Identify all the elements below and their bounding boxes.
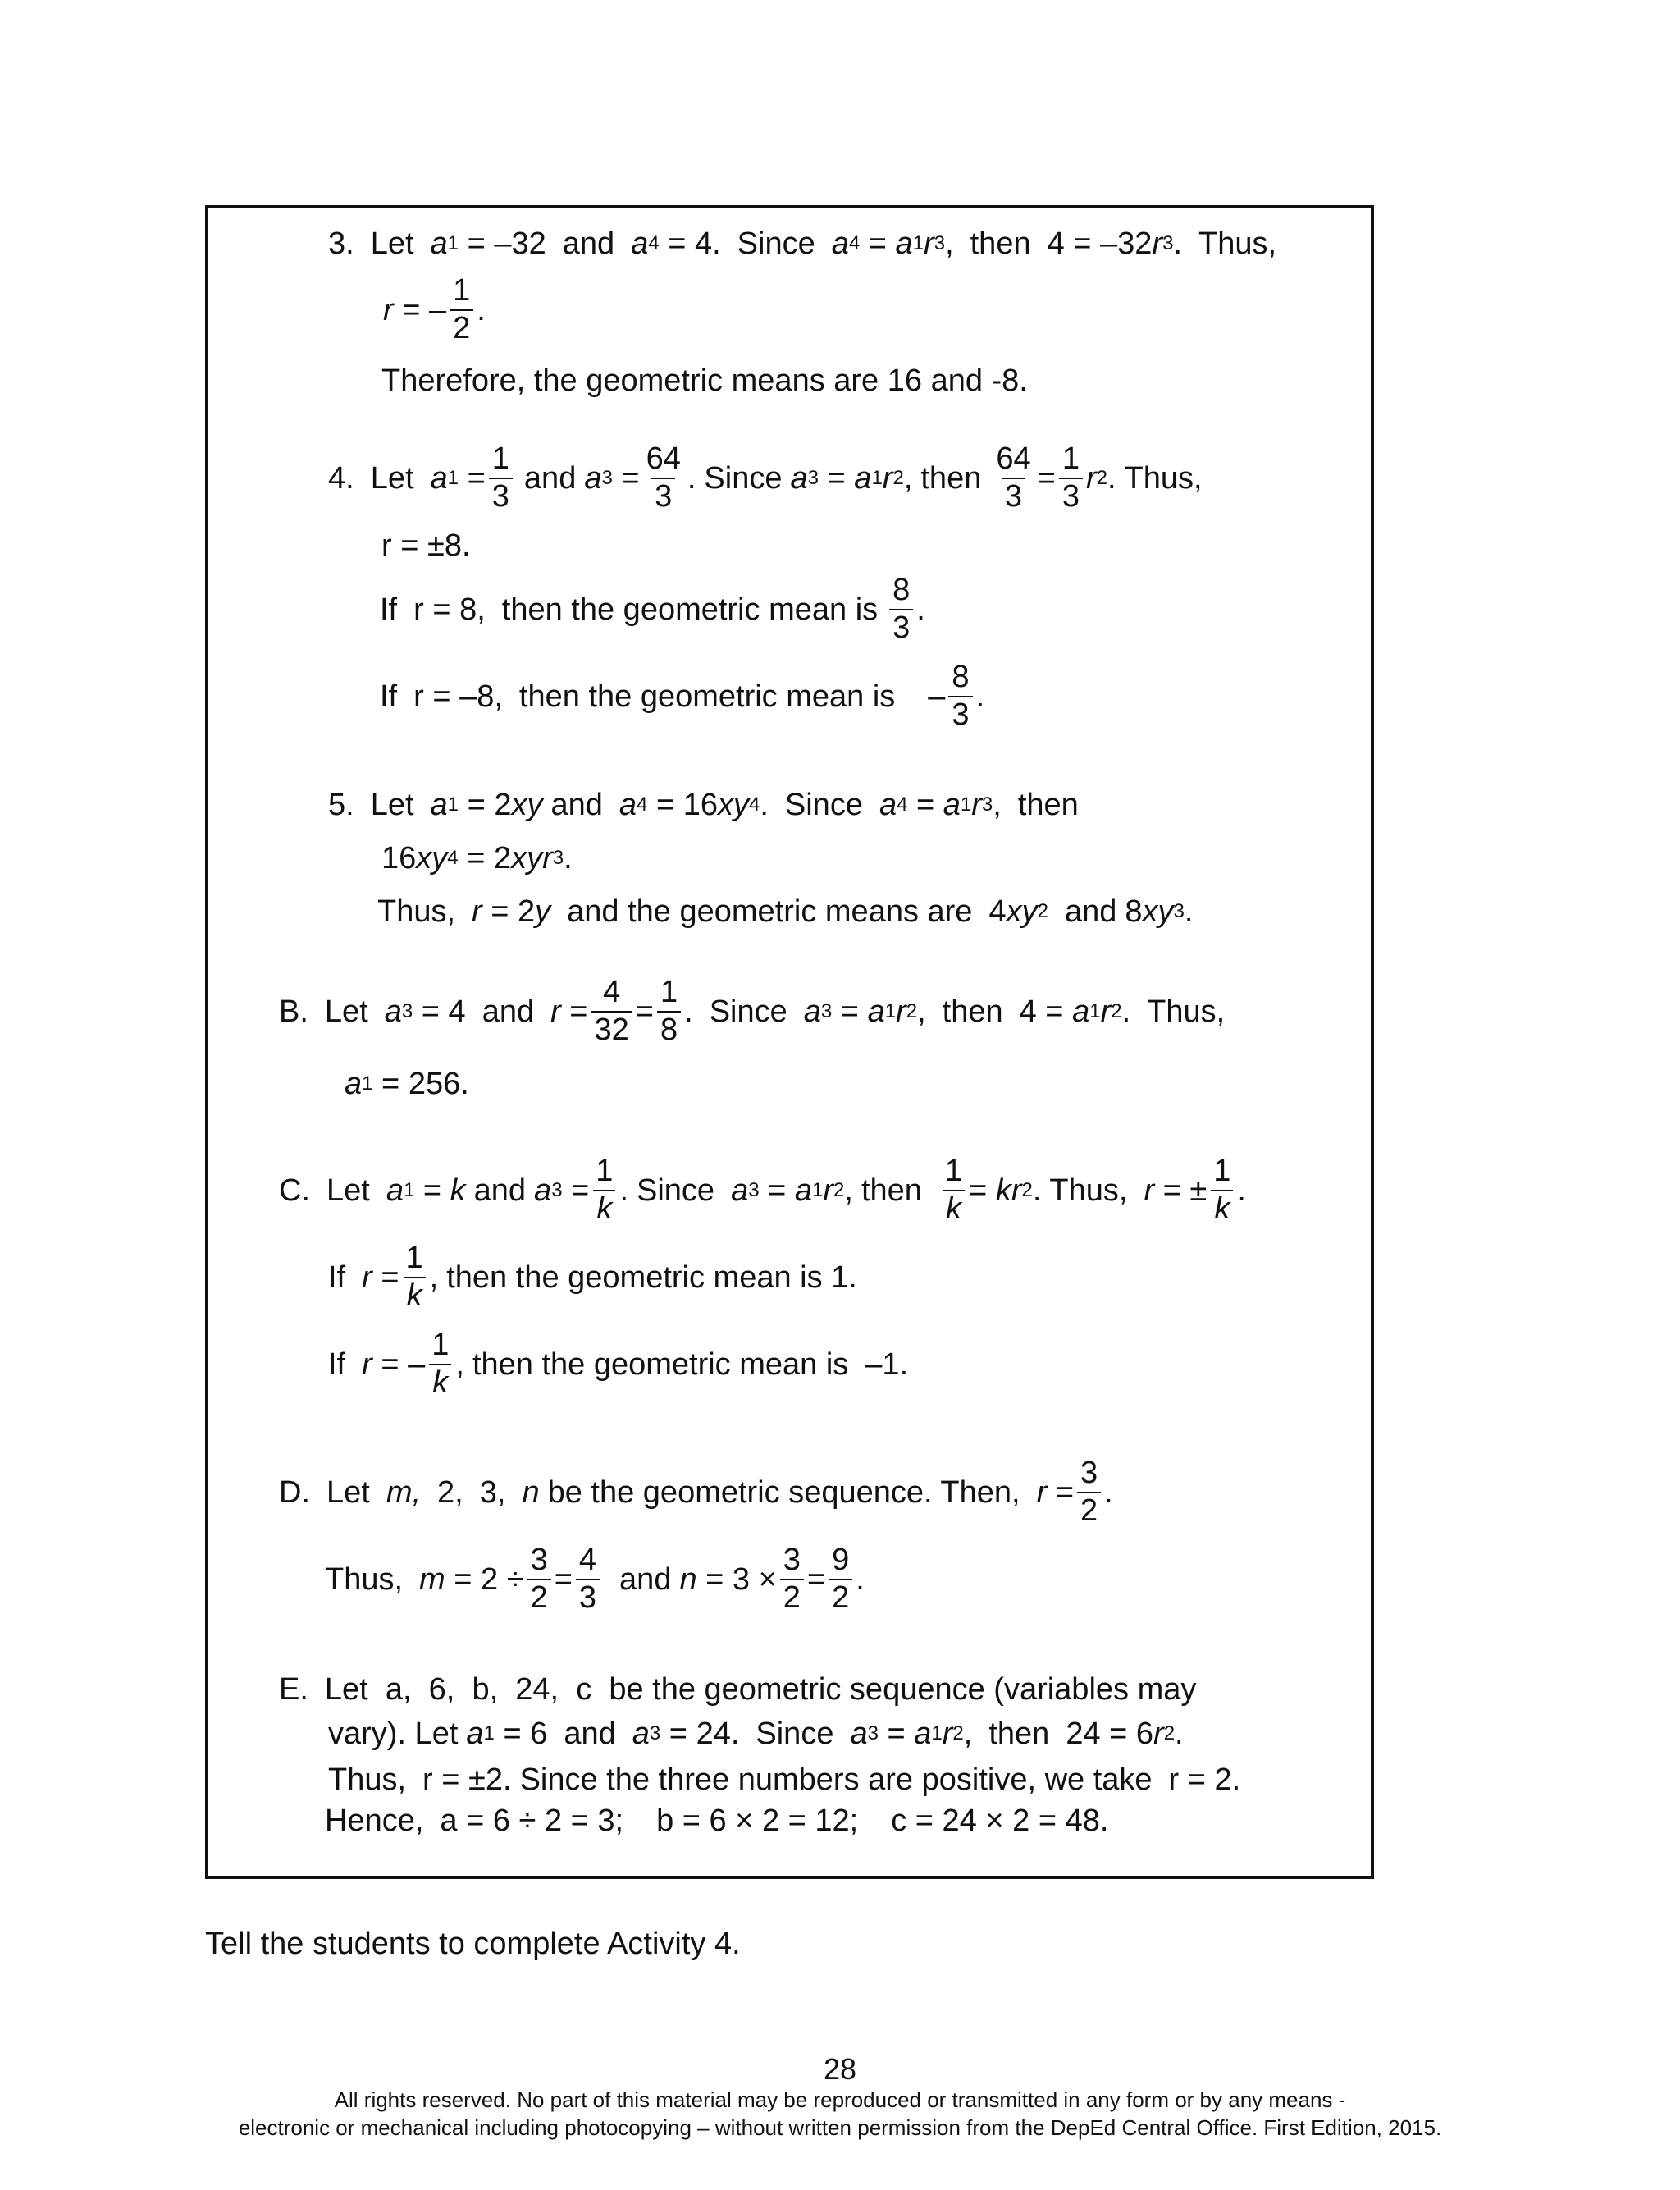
equation: a 1 = –32 — [430, 226, 546, 261]
page-number: 28 — [823, 2052, 857, 2086]
item-4-line-1: 4. Let a 1 = $\frac{1}{3}$ and a 3 = $\frac{64}{3}$ . Since a 3 = a 1 r 2 , then $\frac{64}{3}$ = $\frac{1}{3}$ r 2 . Thus, — [328, 441, 1203, 514]
item-number: 3. — [328, 226, 354, 261]
equation: 4 = –32 r 3 . — [1047, 226, 1183, 261]
fraction: $\frac{1}{2}$ — [450, 275, 473, 345]
equation: r = $\frac{1}{k}$ , — [362, 1241, 439, 1313]
part-b-line-1: B. Let a 3 = 4 and r = $\frac{4}{32}$ = $\frac{1}{8}$ . Since a 3 = a 1 r 2 , then 4 = a 1 r 2 . Thus, — [279, 975, 1226, 1047]
equation: r = $\frac{4}{32}$ = $\frac{1}{8}$ . — [550, 975, 693, 1047]
equation: r = $\frac{3}{2}$ . — [1036, 1456, 1113, 1528]
part-e-line-1: E. Let a, 6, b, 24, c be the geometric sequence (variables may — [279, 1672, 1197, 1707]
equation: a 4 = 4 . — [631, 226, 721, 261]
instruction-text: Tell the students to complete Activity 4. — [205, 1927, 741, 1961]
part-e-line-2: vary). Let a 1 = 6 and a 3 = 24. Since a 3 = a 1 r 2 , then 24 = 6 r 2 . — [328, 1717, 1184, 1751]
equation: a 1 = 6 — [466, 1717, 548, 1751]
equation: a 4 = 16 xy 4 . — [619, 788, 769, 822]
item-5-line-2 — [381, 843, 573, 874]
equation: a 1 = 256. — [345, 1067, 469, 1101]
equation: m = 2 ÷ $\frac{3}{2}$ = $\frac{4}{3}$ — [419, 1544, 603, 1615]
equation: 4 xy 2 — [988, 894, 1048, 929]
item-4-case-1: If r = 8, then the geometric mean is $\frac{8}{3}$ . — [380, 573, 925, 645]
equation: a 4 = a 1 r 3 , — [879, 788, 1002, 822]
equation: 4 = a 1 r 2 . — [1019, 994, 1131, 1029]
copyright-line-2: electronic or mechanical including photocopying – without written permission from the DepEd Central Office. First Edition, 2015. — [238, 2115, 1442, 2140]
equation: 16 xy 4 = 2 xyr 3 . — [381, 841, 573, 876]
equation: a 1 = $\frac{1}{3}$ — [431, 443, 516, 514]
equation: n = 3 × $\frac{3}{2}$ = $\frac{9}{2}$ . — [679, 1543, 865, 1615]
equation: a 3 = 4 — [384, 994, 466, 1029]
part-letter: C. — [279, 1173, 310, 1208]
equation: a 3 = a 1 r 2 , — [790, 460, 913, 496]
item-3-line-2: r = – $\frac{1}{2}$ . — [383, 273, 486, 345]
part-c-case-1: If r = $\frac{1}{k}$ , then the geometric mean is 1. — [328, 1241, 857, 1313]
equation: a 3 = 24. — [632, 1717, 740, 1751]
item-4-case-2: If r = –8, then the geometric mean is – $\frac{8}{3}$ . — [380, 660, 985, 732]
part-d-line-2: Thus, m = 2 ÷ $\frac{3}{2}$ = $\frac{4}{3}$ and n = 3 × $\frac{3}{2}$ = $\frac{9}{2}$ . — [325, 1543, 865, 1615]
part-e-line-4: Hence, a = 6 ÷ 2 = 3; b = 6 × 2 = 12; c = 24 × 2 = 48. — [325, 1804, 1109, 1838]
item-4-r-value: r = ±8. — [381, 528, 471, 563]
part-letter: D. — [279, 1474, 310, 1510]
item-5-line-1: 5. Let a 1 = 2 xy and a 4 = 16 xy 4 . Since a 4 = a 1 r 3 , then — [328, 788, 1079, 822]
fraction: $\frac{8}{3}$ — [889, 574, 913, 645]
equation: a 4 = a 1 r 3 , — [831, 226, 954, 261]
equation: a 3 = $\frac{1}{k}$ . — [534, 1154, 628, 1226]
equation: 8 xy 3 . — [1125, 894, 1194, 929]
part-c-case-2: If r = – $\frac{1}{k}$ , then the geometric mean is –1. — [328, 1328, 909, 1400]
part-d-line-1: D. Let m, 2, 3, n be the geometric sequence. Then, r = $\frac{3}{2}$ . — [279, 1456, 1113, 1528]
equation: a 3 = $\frac{64}{3}$ . — [584, 441, 696, 514]
equation: r = ± $\frac{1}{k}$ . — [1144, 1154, 1246, 1226]
part-letter: B. — [279, 994, 308, 1029]
equation: $\frac{1}{k}$ = kr 2 . — [938, 1155, 1041, 1226]
equation: a 1 = k — [386, 1173, 466, 1208]
equation: $\frac{64}{3}$ = $\frac{1}{3}$ r 2 . — [996, 441, 1116, 514]
part-c-line-1: C. Let a 1 = k and a 3 = $\frac{1}{k}$ . Since a 3 = a 1 r 2 , then $\frac{1}{k}$ = kr 2 . Thus, r = ± $\frac{1}{k}$ . — [279, 1154, 1246, 1226]
part-letter: E. — [279, 1672, 308, 1707]
item-number: 5. — [328, 788, 354, 822]
part-e-line-3: Thus, r = ±2. Since the three numbers are positive, we take r = 2. — [328, 1763, 1241, 1797]
equation: r = 2 y — [472, 894, 551, 929]
equation: r = – $\frac{1}{k}$ , — [362, 1328, 464, 1400]
item-number: 4. — [328, 460, 354, 496]
copyright-line-1: All rights reserved. No part of this material may be reproduced or transmitted in any form or by any means - — [334, 2087, 1346, 2112]
equation: a 3 = a 1 r 2 , — [850, 1717, 973, 1751]
fraction: $\frac{8}{3}$ — [948, 661, 972, 732]
equation: a 1 = 2 xy — [430, 788, 543, 822]
equation: a 3 = a 1 r 2 , — [803, 994, 926, 1029]
item-3-conclusion: Therefore, the geometric means are 16 and -8. — [381, 363, 1028, 398]
equation: a 3 = a 1 r 2 , — [731, 1173, 853, 1208]
item-5-line-3: Thus, r = 2 y and the geometric means are 4 xy 2 and 8 xy 3 . — [377, 894, 1194, 929]
item-3-line-1: 3. Let a 1 = –32 and a 4 = 4 . Since a 4 = a 1 r 3 , then 4 = –32 r 3 . Thus, — [328, 226, 1277, 261]
part-b-line-2 — [345, 1068, 469, 1100]
equation: 24 = 6 r 2 . — [1066, 1717, 1184, 1751]
